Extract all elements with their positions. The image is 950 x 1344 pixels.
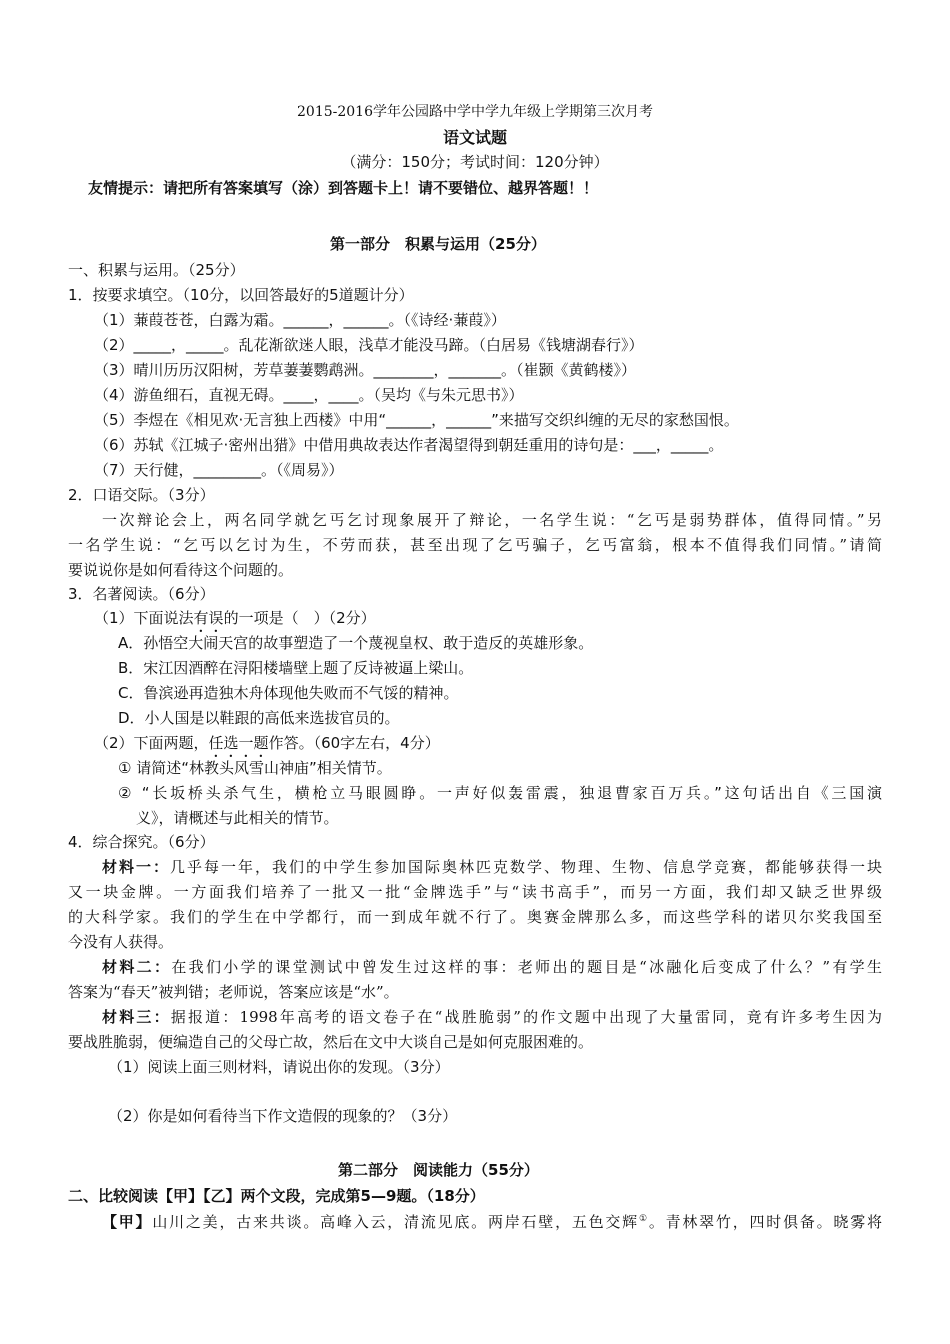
material-3-label: 材料三： <box>102 1008 171 1026</box>
q3-sub2-emphasis: 任选一题 <box>208 734 269 752</box>
passage-jia-line-1 <box>102 1212 882 1232</box>
material-1-label: 材料一： <box>102 858 170 876</box>
q3-option-c: C．鲁滨逊再造独木舟体现他失败而不气馁的精神。 <box>118 684 459 702</box>
q3-sub2 <box>94 733 440 761</box>
q4-material-3-line-2: 要战胜脆弱，便编造自己的父母亡故，然后在文中大谈自己是如何克服困难的。 <box>68 1033 594 1051</box>
q3-choice-2-line-1: ② “长坂桥头杀气生，横枪立马眼圆睁。一声好似轰雷震，独退曹家百万兵。”这句话出自《三国演 <box>118 784 882 802</box>
q3-sub1-text-b: 的一项是（ ）（2分） <box>223 609 376 627</box>
exam-info: （满分：150分；考试时间：120分钟） <box>341 153 609 171</box>
q3-sub1 <box>94 608 376 636</box>
q4-sub2: （2）你是如何看待当下作文造假的现象的？（3分） <box>108 1107 458 1125</box>
q4-stem: 4．综合探究。（6分） <box>68 833 215 851</box>
q1-item-2: （2）_____，_____。乱花渐欲迷人眼，浅草才能没马蹄。（白居易《钱塘湖春行》） <box>94 336 644 354</box>
q4-material-2-line-2: 答案为“春天”被判错；老师说，答案应该是“水”。 <box>68 983 399 1001</box>
q1-item-6: （6）苏轼《江城子·密州出猎》中借用典故表达作者渴望得到朝廷重用的诗句是：___，_____。 <box>94 436 724 454</box>
part1-title: 第一部分 积累与运用（25分） <box>330 235 546 253</box>
part2-title: 第二部分 阅读能力（55分） <box>338 1161 539 1179</box>
q2-line-1: 一次辩论会上，两名同学就乞丐乞讨现象展开了辩论，一名学生说：“乞丐是弱势群体，值得同情。”另 <box>102 511 882 529</box>
passage-jia-text-2: 。青林翠竹，四时俱备。晓雾将 <box>648 1213 882 1231</box>
q4-sub1: （1）阅读上面三则材料，请说出你的发现。（3分） <box>108 1058 450 1076</box>
material-2-text: 在我们小学的课堂测试中曾发生过这样的事：老师出的题目是“冰融化后变成了什么？”有学生 <box>171 958 882 976</box>
material-2-label: 材料二： <box>102 958 172 976</box>
material-1-text: 几乎每一年，我们的中学生参加国际奥林匹克数学、物理、生物、信息学竞赛，都能够获得一块 <box>170 858 882 876</box>
q3-sub1-emphasis: 有误 <box>193 609 224 627</box>
q3-sub1-text-a: （1）下面说法 <box>94 609 194 627</box>
q3-option-d: D．小人国是以鞋跟的高低来选拔官员的。 <box>118 709 400 727</box>
q3-sub2-text-b: 作答。（60字左右，4分） <box>268 734 440 752</box>
q1-item-7: （7）天行健，_________。（《周易》） <box>94 461 344 479</box>
q3-stem: 3．名著阅读。（6分） <box>68 585 215 603</box>
footnote-marker: ① <box>638 1214 649 1224</box>
section2-heading: 二、比较阅读【甲】【乙】两个文段，完成第5—9题。（18分） <box>68 1187 485 1205</box>
q4-material-1-line-3: 的大科学家。我们的学生在中学都行，而一到成年就不行了。奥赛金牌那么多，而这些学科的诺贝尔奖我国至 <box>68 908 882 926</box>
q1-item-1: （1）蒹葭苍苍，白露为霜。______，______。（《诗经·蒹葭》） <box>94 311 506 329</box>
notice: 友情提示：请把所有答案填写（涂）到答题卡上！请不要错位、越界答题！！ <box>88 179 599 197</box>
q4-material-1-line-1 <box>102 857 882 877</box>
exam-title: 2015-2016学年公园路中学中学九年级上学期第三次月考 <box>297 104 653 120</box>
q1-item-4: （4）游鱼细石，直视无碍。____，____。（吴均《与朱元思书》） <box>94 386 524 404</box>
q2-stem: 2．口语交际。（3分） <box>68 486 215 504</box>
q3-choice-1: ① 请简述“林教头风雪山神庙”相关情节。 <box>118 759 392 777</box>
passage-jia-text: 山川之美，古来共谈。高峰入云，清流见底。两岸石壁，五色交辉 <box>152 1213 639 1231</box>
passage-jia-label: 【甲】 <box>102 1213 153 1231</box>
q2-line-2: 一名学生说：“乞丐以乞讨为生，不劳而获，甚至出现了乞丐骗子，乞丐富翁，根本不值得我们同情。”请简 <box>68 536 882 554</box>
q1-item-3: （3）晴川历历汉阳树，芳草萋萋鹦鹉洲。________，_______。（崔颢《黄鹤楼》） <box>94 361 637 379</box>
q3-option-a: A．孙悟空大闹天宫的故事塑造了一个蔑视皇权、敢于造反的英雄形象。 <box>118 634 594 652</box>
q3-sub2-text-a: （2）下面两题， <box>94 734 209 752</box>
subject-title: 语文试题 <box>442 128 507 147</box>
q4-material-1-line-2: 又一块金牌。一方面我们培养了一批又一批“金牌选手”与“读书高手”，而另一方面，我们却又缺乏世界级 <box>68 883 882 901</box>
section1-heading: 一、积累与运用。（25分） <box>68 261 245 279</box>
material-3-text: 据报道：1998年高考的语文卷子在“战胜脆弱”的作文题中出现了大量雷同，竟有许多考生因为 <box>170 1008 882 1026</box>
q2-line-3: 要说说你是如何看待这个问题的。 <box>68 561 294 579</box>
q1-stem: 1．按要求填空。（10分，以回答最好的5道题计分） <box>68 286 414 304</box>
q3-choice-2-line-2: 义》，请概述与此相关的情节。 <box>136 809 339 827</box>
q4-material-2-line-1 <box>102 957 882 977</box>
q4-material-1-line-4: 今没有人获得。 <box>68 933 174 951</box>
q1-item-5: （5）李煜在《相见欢·无言独上西楼》中用“______，______”来描写交织纠缠的无尽的家愁国恨。 <box>94 411 739 429</box>
q3-option-b: B．宋江因酒醉在浔阳楼墙壁上题了反诗被逼上梁山。 <box>118 659 474 677</box>
q4-material-3-line-1 <box>102 1007 882 1027</box>
